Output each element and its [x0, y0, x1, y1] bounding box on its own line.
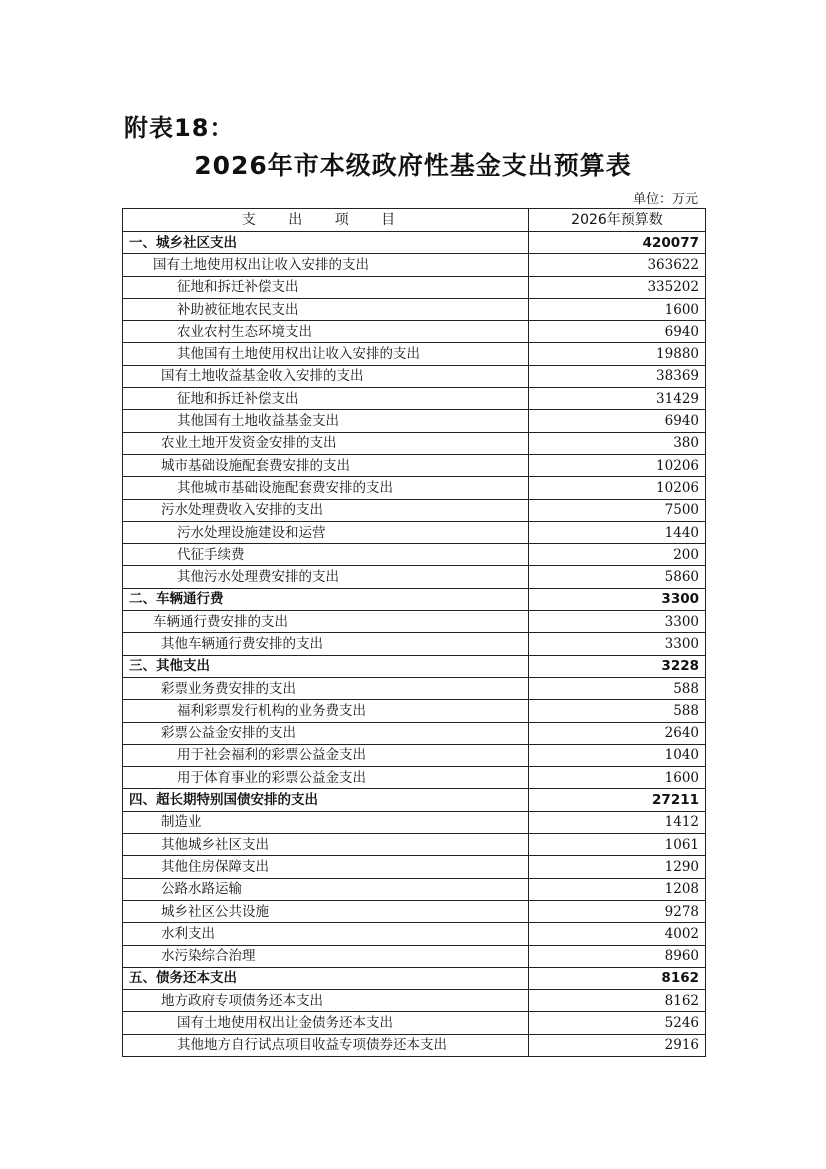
table-row: [123, 611, 706, 633]
table-row: [123, 410, 706, 432]
row-amount: 1412: [529, 811, 706, 833]
row-amount: 1440: [529, 521, 706, 543]
table-row: [123, 990, 706, 1012]
table-row: [123, 566, 706, 588]
row-item-name: 彩票公益金安排的支出: [123, 722, 529, 744]
table-row: [123, 789, 706, 811]
row-item-name: 其他城市基础设施配套费安排的支出: [123, 477, 529, 499]
row-amount: 4002: [529, 923, 706, 945]
row-item-name: 水利支出: [123, 923, 529, 945]
row-amount: 10206: [529, 454, 706, 476]
table-row: [123, 767, 706, 789]
table-row: [123, 744, 706, 766]
row-item-name: 城市基础设施配套费安排的支出: [123, 454, 529, 476]
row-item-name: 用于社会福利的彩票公益金支出: [123, 744, 529, 766]
table-row: [123, 298, 706, 320]
row-item-name: 污水处理设施建设和运营: [123, 521, 529, 543]
table-row: [123, 254, 706, 276]
table-row: [123, 677, 706, 699]
row-amount: 3228: [529, 655, 706, 677]
row-item-name: 四、超长期特别国债安排的支出: [123, 789, 529, 811]
row-amount: 200: [529, 544, 706, 566]
table-row: [123, 388, 706, 410]
row-item-name: 制造业: [123, 811, 529, 833]
row-amount: 420077: [529, 232, 706, 254]
row-item-name: 污水处理费收入安排的支出: [123, 499, 529, 521]
table-row: [123, 722, 706, 744]
row-item-name: 二、车辆通行费: [123, 588, 529, 610]
row-amount: 3300: [529, 633, 706, 655]
row-amount: 1290: [529, 856, 706, 878]
row-item-name: 代征手续费: [123, 544, 529, 566]
row-item-name: 其他地方自行试点项目收益专项债券还本支出: [123, 1034, 529, 1056]
table-row: [123, 1012, 706, 1034]
row-amount: 1040: [529, 744, 706, 766]
table-row: [123, 900, 706, 922]
row-item-name: 用于体育事业的彩票公益金支出: [123, 767, 529, 789]
table-row: [123, 432, 706, 454]
row-item-name: 水污染综合治理: [123, 945, 529, 967]
table-header-row: [123, 209, 706, 232]
row-item-name: 国有土地使用权出让收入安排的支出: [123, 254, 529, 276]
row-amount: 10206: [529, 477, 706, 499]
row-amount: 1600: [529, 298, 706, 320]
row-amount: 3300: [529, 588, 706, 610]
row-item-name: 地方政府专项债务还本支出: [123, 990, 529, 1012]
row-amount: 6940: [529, 321, 706, 343]
row-amount: 588: [529, 677, 706, 699]
row-amount: 2640: [529, 722, 706, 744]
row-amount: 6940: [529, 410, 706, 432]
table-row: [123, 856, 706, 878]
table-row: [123, 544, 706, 566]
row-item-name: 征地和拆迁补偿支出: [123, 276, 529, 298]
table-row: [123, 365, 706, 387]
row-amount: 380: [529, 432, 706, 454]
budget-table: [122, 208, 706, 1057]
row-amount: 5246: [529, 1012, 706, 1034]
row-item-name: 城乡社区公共设施: [123, 900, 529, 922]
table-row: [123, 588, 706, 610]
row-item-name: 其他污水处理费安排的支出: [123, 566, 529, 588]
row-amount: 8960: [529, 945, 706, 967]
row-amount: 1061: [529, 834, 706, 856]
table-row: [123, 811, 706, 833]
row-amount: 8162: [529, 967, 706, 989]
row-amount: 1600: [529, 767, 706, 789]
table-row: [123, 945, 706, 967]
table-row: [123, 878, 706, 900]
table-row: [123, 343, 706, 365]
row-item-name: 补助被征地农民支出: [123, 298, 529, 320]
row-item-name: 一、城乡社区支出: [123, 232, 529, 254]
row-amount: 1208: [529, 878, 706, 900]
row-item-name: 其他城乡社区支出: [123, 834, 529, 856]
table-row: [123, 499, 706, 521]
row-item-name: 其他国有土地使用权出让收入安排的支出: [123, 343, 529, 365]
table-row: [123, 454, 706, 476]
header-item: 支 出 项 目: [123, 209, 529, 232]
row-amount: 31429: [529, 388, 706, 410]
row-amount: 363622: [529, 254, 706, 276]
unit-label: 单位：万元: [632, 192, 698, 207]
header-amount: 2026年预算数: [529, 209, 706, 232]
row-amount: 335202: [529, 276, 706, 298]
table-row: [123, 923, 706, 945]
row-amount: 8162: [529, 990, 706, 1012]
table-row: [123, 321, 706, 343]
table-row: [123, 276, 706, 298]
row-item-name: 农业农村生态环境支出: [123, 321, 529, 343]
row-amount: 7500: [529, 499, 706, 521]
table-row: [123, 834, 706, 856]
row-item-name: 彩票业务费安排的支出: [123, 677, 529, 699]
row-item-name: 其他车辆通行费安排的支出: [123, 633, 529, 655]
row-item-name: 国有土地使用权出让金债务还本支出: [123, 1012, 529, 1034]
row-amount: 9278: [529, 900, 706, 922]
row-item-name: 农业土地开发资金安排的支出: [123, 432, 529, 454]
row-item-name: 国有土地收益基金收入安排的支出: [123, 365, 529, 387]
table-body: [123, 232, 706, 1057]
table-row: [123, 477, 706, 499]
table-row: [123, 700, 706, 722]
row-amount: 2916: [529, 1034, 706, 1056]
row-item-name: 五、债务还本支出: [123, 967, 529, 989]
table-row: [123, 232, 706, 254]
row-amount: 5860: [529, 566, 706, 588]
page-title: 2026年市本级政府性基金支出预算表: [194, 151, 632, 180]
row-item-name: 车辆通行费安排的支出: [123, 611, 529, 633]
table-row: [123, 967, 706, 989]
row-item-name: 三、其他支出: [123, 655, 529, 677]
row-amount: 588: [529, 700, 706, 722]
table-row: [123, 1034, 706, 1056]
row-item-name: 征地和拆迁补偿支出: [123, 388, 529, 410]
table-row: [123, 655, 706, 677]
row-amount: 3300: [529, 611, 706, 633]
row-amount: 38369: [529, 365, 706, 387]
row-item-name: 其他国有土地收益基金支出: [123, 410, 529, 432]
row-item-name: 福利彩票发行机构的业务费支出: [123, 700, 529, 722]
table-row: [123, 521, 706, 543]
row-item-name: 公路水路运输: [123, 878, 529, 900]
row-amount: 19880: [529, 343, 706, 365]
row-amount: 27211: [529, 789, 706, 811]
appendix-label: 附表18：: [124, 114, 235, 142]
row-item-name: 其他住房保障支出: [123, 856, 529, 878]
table-row: [123, 633, 706, 655]
